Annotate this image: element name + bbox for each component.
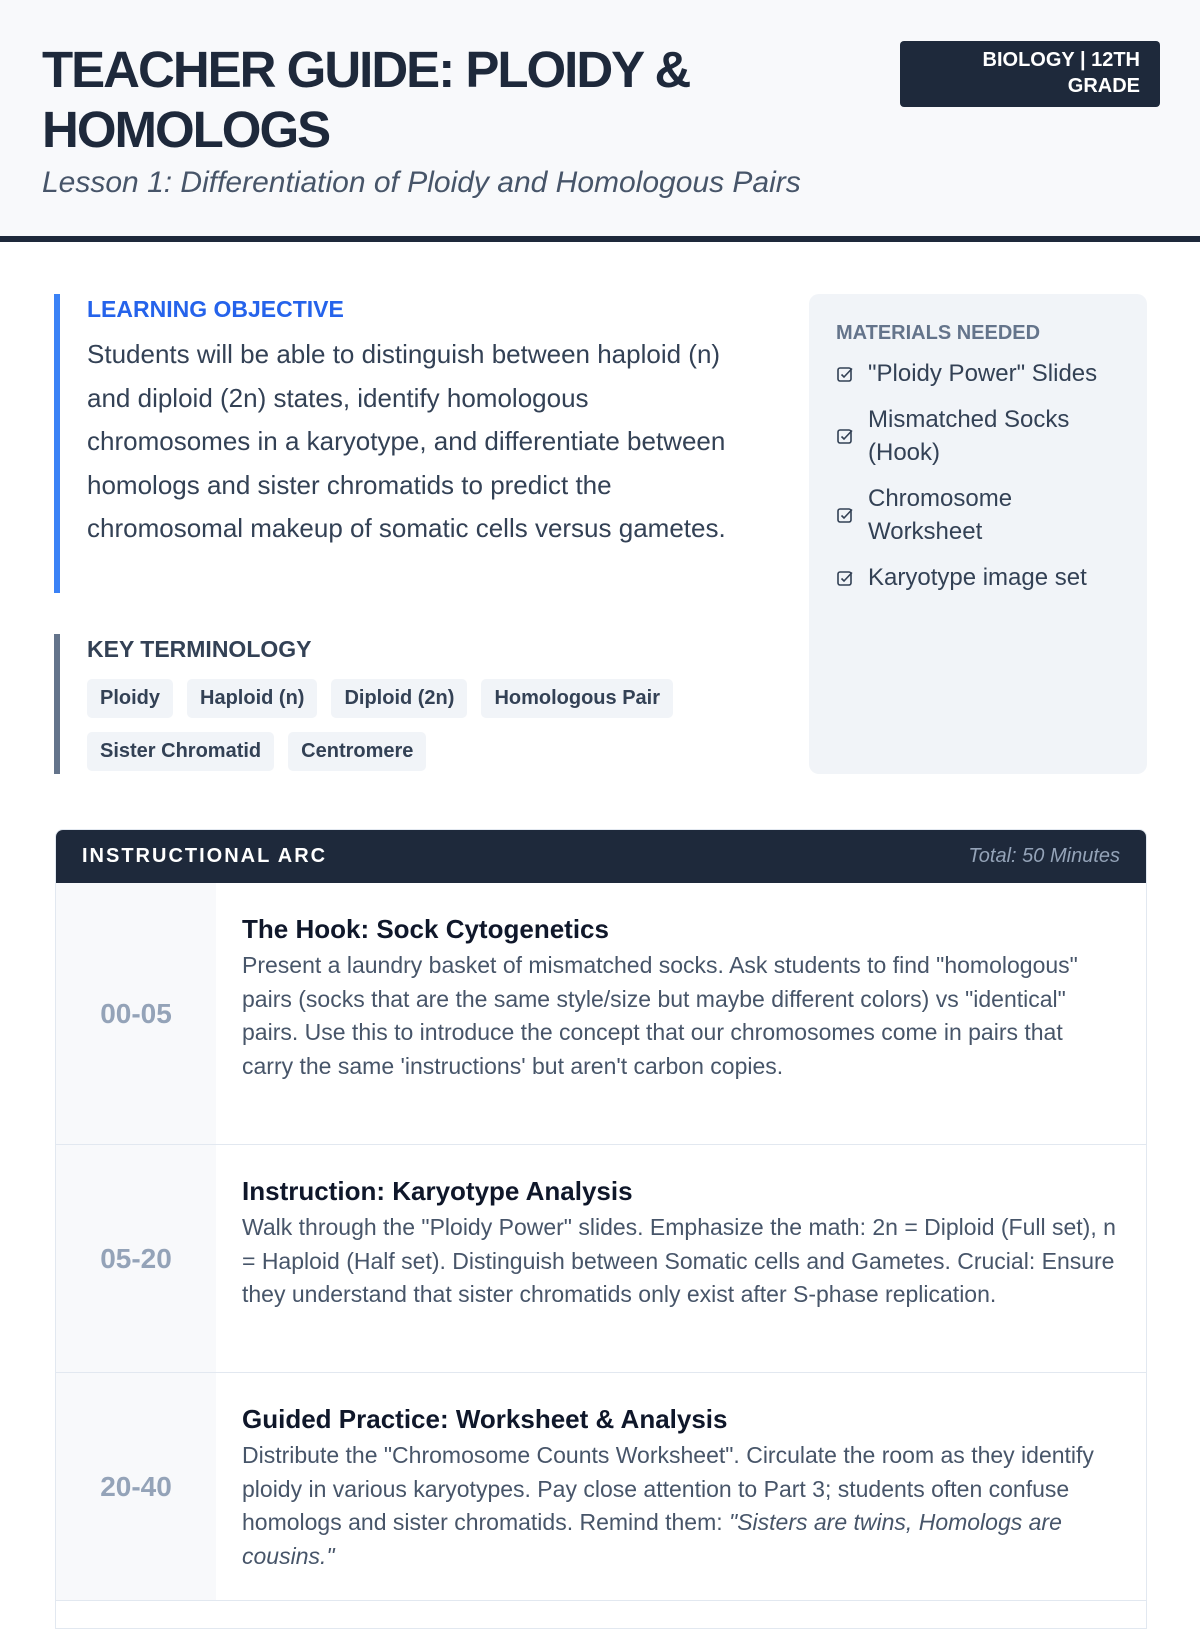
terminology-tags [87, 679, 747, 771]
key-terminology-section [54, 634, 754, 774]
checkbox-checked-icon [836, 427, 854, 445]
material-item [836, 482, 1120, 548]
arc-step-body [216, 1373, 1146, 1600]
materials-label: MATERIALS NEEDED [836, 322, 1041, 344]
checkbox-checked-icon [836, 506, 854, 524]
arc-step [56, 1145, 1146, 1373]
material-item-label: Karyotype image set [868, 564, 1087, 591]
arc-step-time: 05-20 [56, 1145, 216, 1372]
arc-step-title: The Hook: Sock Cytogenetics [242, 914, 609, 944]
material-item [836, 561, 1120, 594]
grade-badge: BIOLOGY | 12TH GRADE [900, 41, 1160, 107]
term-tag: Ploidy [87, 679, 173, 718]
arc-step-text: Present a laundry basket of mismatched socks. Ask students to find "homologous" pairs (socks that are the same style/size but maybe different colors) vs "identical" pairs. Use this to introduce the concept that our chromosomes come in pairs that carry the same 'instructions' but aren't carbon copies. [242, 952, 1078, 1079]
material-item-label: Chromosome Worksheet [868, 485, 1013, 545]
checkbox-checked-icon [836, 569, 854, 587]
arc-step-time: 00-05 [56, 883, 216, 1144]
arc-step-text-main: Distribute the "Chromosome Counts Worksheet". Circulate the room as they identify ploidy in various karyotypes. Pay close attention to Part 3; students often confuse homologs and sister chromatids. Remind them: [242, 1442, 1094, 1535]
page-title: TEACHER GUIDE: PLOIDY & HOMOLOGS [42, 41, 690, 158]
arc-step-body [216, 883, 1146, 1144]
page-subtitle: Lesson 1: Differentiation of Ploidy and Homologous Pairs [42, 166, 801, 199]
learning-objective-label: LEARNING OBJECTIVE [87, 296, 344, 322]
arc-step [56, 883, 1146, 1145]
page-header [0, 0, 1200, 242]
term-tag: Haploid (n) [187, 679, 317, 718]
instructional-arc-title: INSTRUCTIONAL ARC [82, 845, 328, 867]
instructional-arc-header [56, 830, 1146, 883]
key-terminology-label: KEY TERMINOLOGY [87, 636, 312, 662]
term-tag: Homologous Pair [481, 679, 673, 718]
learning-objective-text: Students will be able to distinguish between haploid (n) and diploid (2n) states, identify homologous chromosomes in a karyotype, and differentiate between homologs and sister chromatids to predict the chromosomal makeup of somatic cells versus gametes. [87, 339, 726, 543]
material-item-label: Mismatched Socks (Hook) [868, 406, 1070, 466]
checkbox-checked-icon [836, 365, 854, 383]
materials-panel [809, 294, 1147, 774]
materials-list [836, 357, 1120, 594]
arc-step-body [216, 1145, 1146, 1372]
arc-step-time: 20-40 [56, 1373, 216, 1600]
term-tag: Sister Chromatid [87, 732, 274, 771]
arc-step-text: Walk through the "Ploidy Power" slides. Emphasize the math: 2n = Diploid (Full set), n = Haploid (Half set). Distinguish between Somatic cells and Gametes. Crucial: Ensure they understand that sister chromatids only exist after S-phase replication. [242, 1214, 1116, 1307]
instructional-arc-total: Total: 50 Minutes [968, 845, 1120, 867]
arc-step-title: Guided Practice: Worksheet & Analysis [242, 1404, 728, 1434]
learning-objective-section [54, 294, 754, 593]
material-item [836, 357, 1120, 390]
arc-step-text [242, 1439, 1120, 1573]
instructional-arc [55, 829, 1147, 1629]
material-item-label: "Ploidy Power" Slides [868, 360, 1098, 387]
arc-step [56, 1373, 1146, 1601]
arc-step-title: Instruction: Karyotype Analysis [242, 1176, 633, 1206]
arc-step-quote: "Sisters are twins, Homologs are cousins." [242, 1509, 1062, 1569]
term-tag: Diploid (2n) [331, 679, 467, 718]
term-tag: Centromere [288, 732, 426, 771]
material-item [836, 403, 1120, 469]
